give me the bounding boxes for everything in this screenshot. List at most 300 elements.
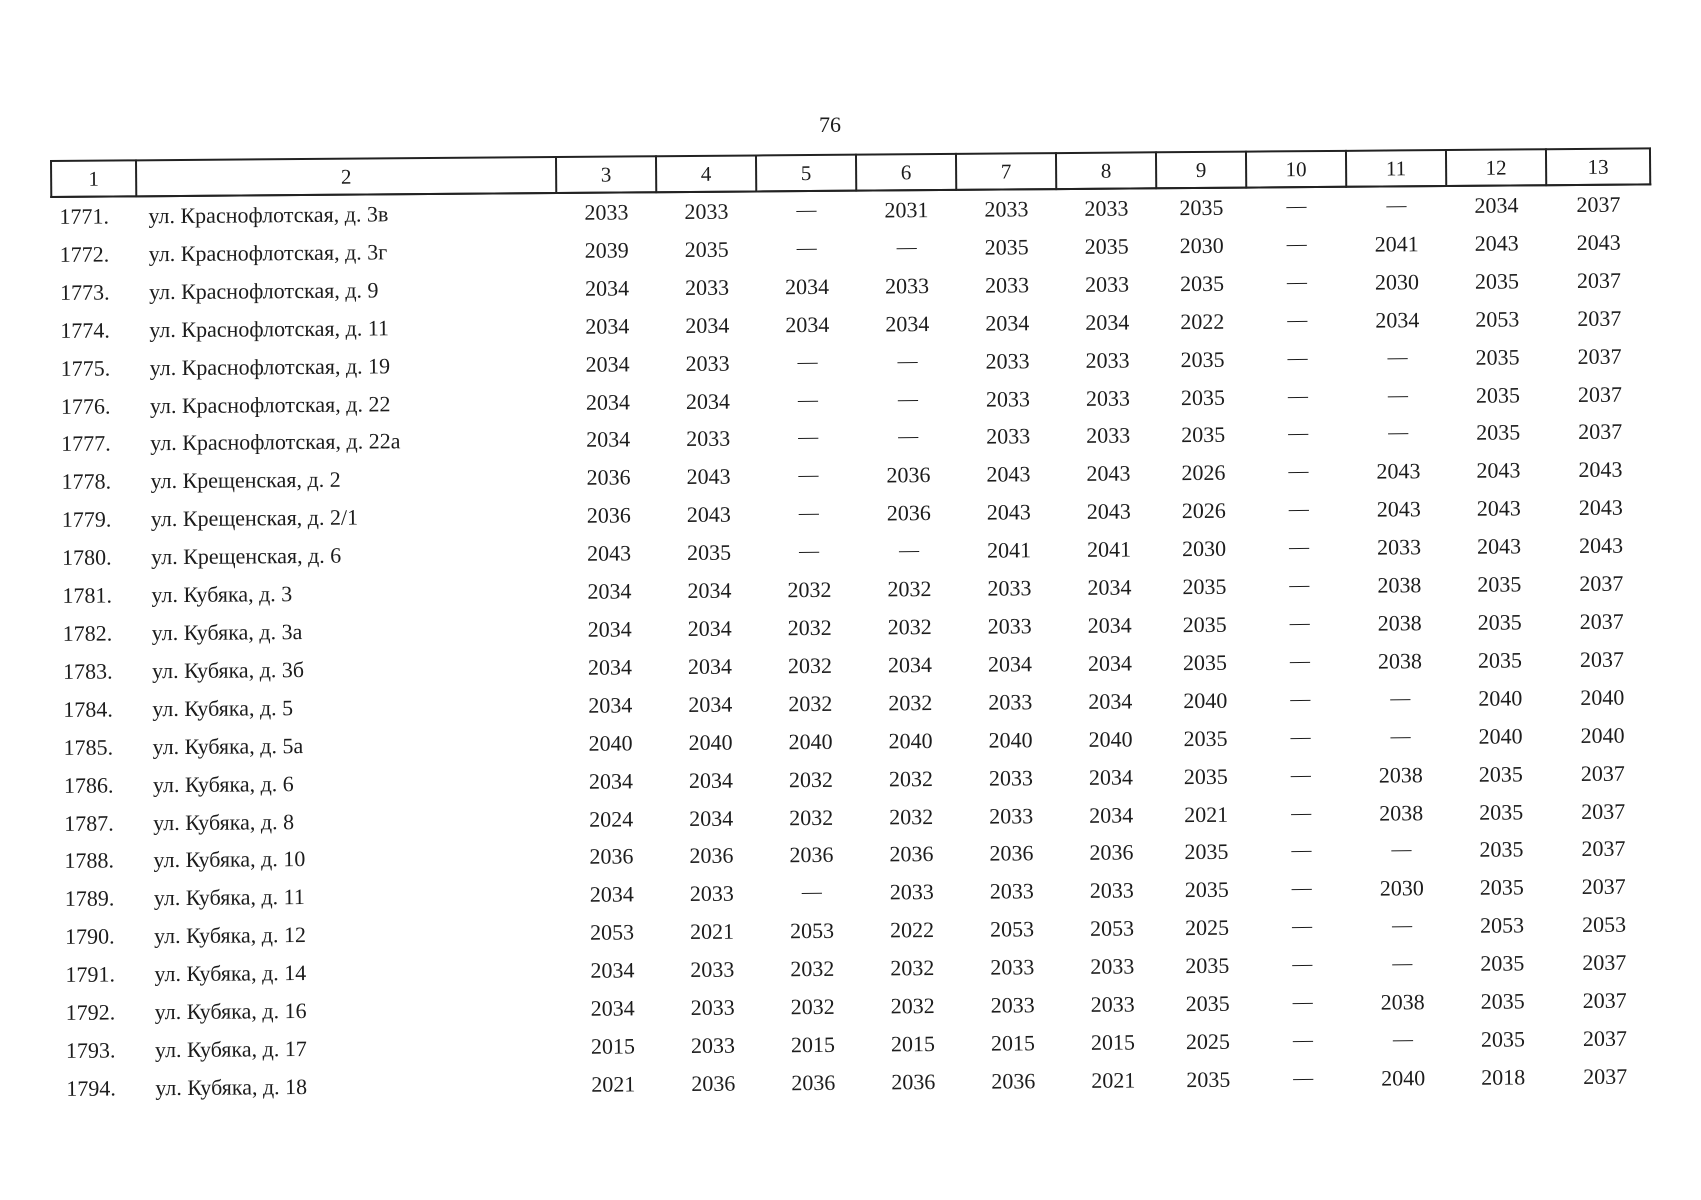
year-cell-col-6: 2034 (887, 651, 933, 678)
year-cell-col-10: — (1290, 687, 1311, 711)
row-number: 1786. (63, 772, 114, 798)
year-cell-col-3: 2034 (586, 426, 631, 453)
year-cell-col-9: 2035 (1180, 384, 1225, 410)
row-number: 1772. (59, 241, 110, 267)
year-cell-col-6: 2032 (889, 803, 934, 829)
year-cell-col-11: 2041 (1374, 231, 1419, 257)
address-cell: ул. Кубяка, д. 5 (152, 694, 294, 721)
data-table (50, 147, 1658, 1107)
year-cell-col-4: 2033 (686, 426, 731, 452)
year-cell-col-4: 2043 (686, 501, 731, 528)
year-cell-col-13: 2037 (1582, 1025, 1628, 1051)
year-cell-col-7: 2033 (984, 272, 1030, 298)
year-cell-col-13: 2040 (1580, 684, 1625, 710)
address-cell: ул. Кубяка, д. 12 (153, 922, 307, 949)
year-cell-col-9: 2035 (1182, 573, 1227, 600)
year-cell-col-4: 2035 (687, 539, 732, 566)
year-cell-col-3: 2036 (589, 843, 634, 870)
year-cell-col-6: 2034 (885, 310, 930, 337)
year-cell-col-13: 2043 (1576, 229, 1621, 255)
year-cell-col-5: — (801, 881, 822, 904)
year-cell-col-9: 2030 (1179, 232, 1224, 259)
year-cell-col-9: 2035 (1179, 270, 1225, 296)
year-cell-col-9: 2035 (1186, 1066, 1231, 1092)
year-cell-col-4: 2036 (689, 843, 734, 869)
year-cell-col-11: 2030 (1379, 875, 1424, 901)
year-cell-col-11: 2034 (1375, 306, 1420, 333)
year-cell-col-13: 2037 (1581, 836, 1626, 862)
year-cell-col-12: 2043 (1474, 230, 1519, 256)
year-cell-col-3: 2036 (586, 464, 631, 491)
address-cell: ул. Кубяка, д. 18 (155, 1073, 308, 1101)
year-cell-col-13: 2037 (1581, 873, 1626, 900)
year-cell-col-8: 2033 (1090, 953, 1135, 979)
year-cell-col-4: 2033 (685, 350, 730, 376)
year-cell-col-9: 2035 (1183, 725, 1228, 751)
row-number: 1782. (62, 620, 113, 646)
column-header-3: 3 (556, 156, 656, 193)
year-cell-col-11: 2033 (1376, 534, 1422, 560)
year-cell-col-6: — (897, 387, 918, 410)
year-cell-col-6: 2033 (889, 879, 934, 905)
year-cell-col-11: 2038 (1380, 989, 1425, 1015)
year-cell-col-5: 2036 (791, 1069, 836, 1096)
year-cell-col-3: 2040 (588, 730, 633, 756)
year-cell-col-7: 2053 (989, 916, 1035, 942)
year-cell-col-10: — (1288, 422, 1309, 445)
year-cell-col-10: — (1293, 1066, 1314, 1090)
year-cell-col-3: 2034 (589, 881, 634, 908)
year-cell-col-13: 2037 (1582, 949, 1627, 976)
row-number: 1792. (65, 999, 116, 1025)
year-cell-col-12: 2035 (1475, 344, 1520, 370)
year-cell-col-7: 2041 (986, 537, 1032, 563)
year-cell-col-12: 2043 (1476, 457, 1521, 484)
address-cell: ул. Кубяка, д. 5а (152, 732, 304, 759)
year-cell-col-13: 2037 (1580, 760, 1625, 786)
year-cell-col-8: 2053 (1089, 915, 1135, 942)
row-number: 1794. (66, 1075, 116, 1101)
year-cell-col-7: 2033 (985, 347, 1030, 374)
year-cell-col-13: 2037 (1577, 305, 1622, 331)
year-cell-col-5: — (797, 388, 818, 411)
year-cell-col-3: 2034 (585, 388, 631, 415)
row-number: 1785. (63, 734, 114, 760)
year-cell-col-12: 2043 (1476, 495, 1521, 522)
year-cell-col-11: 2038 (1379, 799, 1424, 826)
year-cell-col-7: 2033 (989, 878, 1034, 904)
year-cell-col-6: 2015 (890, 1031, 936, 1057)
year-cell-col-10: — (1291, 915, 1313, 938)
row-number: 1791. (65, 961, 115, 988)
year-cell-col-12: 2035 (1477, 647, 1523, 673)
address-cell: ул. Крещенская, д. 6 (151, 542, 342, 570)
year-cell-col-8: 2040 (1088, 726, 1133, 752)
year-cell-col-6: 2032 (890, 955, 935, 981)
year-cell-col-3: 2034 (587, 578, 632, 604)
year-cell-col-7: 2033 (987, 613, 1032, 639)
year-cell-col-12: 2035 (1477, 571, 1522, 597)
year-cell-col-13: 2043 (1578, 532, 1624, 559)
year-cell-col-8: 2033 (1084, 195, 1129, 221)
year-cell-col-12: 2035 (1477, 609, 1522, 635)
year-cell-col-4: 2034 (685, 312, 730, 338)
year-cell-col-13: 2037 (1576, 191, 1621, 218)
year-cell-col-7: 2033 (988, 764, 1033, 791)
column-header-10: 10 (1246, 151, 1346, 188)
year-cell-col-8: 2043 (1086, 498, 1131, 525)
year-cell-col-9: 2035 (1182, 649, 1228, 675)
year-cell-col-6: 2032 (890, 993, 935, 1019)
address-cell: ул. Крещенская, д. 2/1 (150, 504, 359, 532)
year-cell-col-4: 2034 (687, 577, 732, 604)
year-cell-col-6: 2032 (887, 576, 932, 602)
year-cell-col-4: 2040 (688, 729, 733, 755)
year-cell-col-7: 2033 (989, 802, 1034, 829)
year-cell-col-7: 2035 (984, 234, 1029, 260)
year-cell-col-11: 2043 (1376, 496, 1421, 522)
year-cell-col-4: 2033 (690, 1032, 736, 1058)
row-number: 1778. (61, 468, 112, 495)
year-cell-col-7: 2043 (986, 499, 1031, 525)
address-cell: ул. Кубяка, д. 16 (154, 998, 307, 1025)
year-cell-col-7: 2033 (987, 575, 1032, 601)
year-cell-col-12: 2035 (1480, 1026, 1526, 1052)
address-cell: ул. Краснофлотская, д. 19 (149, 352, 391, 380)
year-cell-col-10: — (1291, 877, 1312, 900)
row-number: 1781. (62, 582, 113, 608)
year-cell-col-9: 2035 (1184, 839, 1229, 865)
year-cell-col-6: 2022 (889, 917, 935, 943)
year-cell-col-9: 2035 (1185, 990, 1230, 1017)
year-cell-col-4: 2034 (688, 767, 733, 793)
year-cell-col-10: — (1289, 649, 1311, 673)
year-cell-col-7: 2040 (988, 726, 1033, 753)
year-cell-col-11: — (1387, 383, 1408, 407)
year-cell-col-4: 2033 (690, 994, 735, 1021)
year-cell-col-13: 2043 (1578, 494, 1623, 521)
column-header-2: 2 (136, 157, 556, 196)
year-cell-col-4: 2035 (684, 236, 729, 262)
year-cell-col-5: 2032 (790, 993, 835, 1020)
year-cell-col-7: 2036 (989, 840, 1034, 867)
year-cell-col-6: — (898, 425, 919, 448)
year-cell-col-13: 2037 (1582, 987, 1627, 1014)
year-cell-col-3: 2043 (587, 540, 632, 566)
year-cell-col-10: — (1287, 308, 1308, 332)
year-cell-col-7: 2043 (986, 461, 1031, 487)
address-cell: ул. Кубяка, д. 3 (151, 581, 293, 608)
column-header-4: 4 (656, 155, 756, 192)
year-cell-col-7: 2033 (990, 954, 1035, 980)
year-cell-col-12: 2035 (1479, 836, 1524, 863)
year-cell-col-7: 2015 (990, 1030, 1036, 1056)
year-cell-col-8: 2043 (1086, 460, 1131, 487)
document-sheet (50, 147, 1656, 1107)
year-cell-col-3: 2034 (584, 275, 630, 301)
year-cell-col-10: — (1286, 195, 1307, 218)
column-header-1: 1 (51, 160, 136, 197)
column-header-6: 6 (856, 154, 956, 191)
year-cell-col-9: 2040 (1183, 687, 1228, 713)
year-cell-col-6: 2032 (888, 765, 933, 792)
year-cell-col-10: — (1292, 991, 1313, 1014)
year-cell-col-8: 2034 (1089, 802, 1134, 828)
year-cell-col-5: 2032 (790, 955, 835, 982)
year-cell-col-5: — (796, 198, 817, 222)
year-cell-col-3: 2034 (587, 616, 632, 642)
year-cell-col-9: 2026 (1181, 498, 1226, 524)
year-cell-col-6: — (896, 236, 917, 259)
year-cell-col-5: 2032 (787, 614, 832, 641)
year-cell-col-8: 2036 (1089, 839, 1134, 866)
year-cell-col-11: — (1392, 952, 1413, 975)
year-cell-col-6: 2040 (888, 727, 933, 754)
year-cell-col-12: 2053 (1479, 912, 1525, 939)
year-cell-col-7: 2033 (988, 689, 1033, 715)
year-cell-col-12: 2040 (1478, 685, 1523, 711)
year-cell-col-12: 2035 (1475, 381, 1520, 408)
year-cell-col-12: 2035 (1474, 268, 1520, 294)
address-cell: ул. Краснофлотская, д. 3г (148, 239, 388, 267)
year-cell-col-12: 2035 (1478, 761, 1523, 787)
year-cell-col-10: — (1291, 839, 1312, 862)
year-cell-col-10: — (1287, 384, 1308, 407)
row-number: 1783. (62, 658, 113, 684)
year-cell-col-3: 2034 (585, 351, 630, 377)
column-header-8: 8 (1056, 152, 1156, 189)
year-cell-col-6: 2032 (888, 689, 933, 716)
year-cell-col-4: 2034 (688, 691, 733, 717)
year-cell-col-10: — (1290, 763, 1311, 786)
year-cell-col-11: — (1390, 687, 1411, 710)
year-cell-col-3: 2039 (584, 237, 629, 263)
year-cell-col-9: 2025 (1185, 1028, 1231, 1055)
year-cell-col-13: 2037 (1577, 343, 1622, 369)
column-header-13: 13 (1546, 148, 1650, 185)
year-cell-col-5: 2053 (789, 918, 835, 944)
year-cell-col-8: 2033 (1090, 991, 1135, 1017)
year-cell-col-4: 2033 (684, 198, 729, 225)
year-cell-col-10: — (1291, 801, 1312, 824)
address-cell: ул. Краснофлотская, д. 22а (150, 428, 401, 456)
year-cell-col-9: 2035 (1185, 952, 1230, 979)
year-cell-col-5: — (797, 350, 818, 373)
year-cell-col-8: 2034 (1087, 574, 1132, 600)
column-header-12: 12 (1446, 149, 1546, 186)
year-cell-col-6: 2036 (886, 462, 931, 488)
address-cell: ул. Кубяка, д. 10 (153, 846, 306, 873)
address-cell: ул. Краснофлотская, д. 11 (149, 315, 390, 342)
year-cell-col-5: — (798, 502, 819, 525)
year-cell-col-10: — (1292, 1029, 1314, 1052)
year-cell-col-11: — (1392, 1028, 1414, 1051)
column-header-5: 5 (756, 155, 856, 192)
table-body (51, 184, 1657, 1107)
address-cell: ул. Крещенская, д. 2 (150, 467, 341, 494)
year-cell-col-12: 2018 (1481, 1064, 1526, 1090)
year-cell-col-10: — (1286, 233, 1307, 256)
address-cell: ул. Кубяка, д. 3а (151, 619, 303, 646)
year-cell-col-13: 2037 (1579, 570, 1624, 597)
year-cell-col-4: 2034 (689, 805, 734, 831)
year-cell-col-11: 2038 (1377, 610, 1422, 636)
year-cell-col-5: — (798, 426, 819, 449)
year-cell-col-4: 2034 (687, 653, 733, 679)
year-cell-col-11: — (1391, 838, 1412, 861)
year-cell-col-4: 2021 (689, 918, 735, 945)
row-number: 1777. (61, 430, 111, 457)
year-cell-col-8: 2034 (1088, 764, 1133, 790)
address-cell: ул. Кубяка, д. 3б (151, 656, 305, 684)
row-number: 1776. (60, 393, 111, 419)
year-cell-col-13: 2043 (1578, 457, 1623, 483)
year-cell-col-9: 2030 (1181, 535, 1227, 562)
year-cell-col-7: 2033 (986, 423, 1031, 450)
address-cell: ул. Кубяка, д. 6 (152, 770, 294, 797)
year-cell-col-7: 2034 (987, 651, 1033, 677)
year-cell-col-3: 2034 (590, 995, 635, 1021)
year-cell-col-10: — (1289, 574, 1310, 597)
year-cell-col-8: 2033 (1085, 347, 1130, 373)
row-number: 1789. (64, 885, 115, 912)
year-cell-col-7: 2034 (985, 310, 1030, 336)
year-cell-col-13: 2037 (1579, 646, 1625, 672)
year-cell-col-13: 2037 (1578, 419, 1623, 445)
year-cell-col-4: 2034 (687, 615, 732, 641)
year-cell-col-9: 2026 (1181, 460, 1226, 486)
year-cell-col-6: 2032 (887, 614, 932, 640)
year-cell-col-5: 2034 (784, 273, 830, 300)
column-header-9: 9 (1156, 152, 1246, 189)
row-number: 1775. (60, 355, 111, 381)
year-cell-col-10: — (1286, 270, 1308, 294)
year-cell-col-11: — (1390, 725, 1411, 748)
year-cell-col-9: 2035 (1179, 194, 1224, 221)
year-cell-col-6: — (899, 539, 920, 562)
year-cell-col-12: 2035 (1480, 988, 1525, 1014)
address-cell: ул. Краснофлотская, д. 22 (149, 390, 391, 418)
year-cell-col-9: 2035 (1181, 422, 1226, 448)
column-header-7: 7 (956, 153, 1056, 190)
year-cell-col-9: 2035 (1182, 611, 1227, 638)
year-cell-col-3: 2015 (590, 1033, 636, 1059)
address-cell: ул. Кубяка, д. 8 (153, 808, 295, 835)
year-cell-col-11: — (1388, 421, 1409, 444)
year-cell-col-11: 2043 (1376, 458, 1421, 484)
year-cell-col-6: 2033 (884, 272, 930, 299)
year-cell-col-13: 2037 (1581, 798, 1626, 824)
year-cell-col-8: 2033 (1089, 877, 1134, 904)
year-cell-col-6: 2031 (884, 197, 929, 223)
year-cell-col-11: 2038 (1377, 648, 1423, 674)
row-number: 1779. (61, 506, 112, 533)
year-cell-col-12: 2035 (1476, 419, 1521, 446)
address-cell: ул. Кубяка, д. 17 (154, 1035, 307, 1063)
year-cell-col-10: — (1292, 953, 1313, 976)
column-header-11: 11 (1346, 150, 1446, 187)
year-cell-col-10: — (1290, 725, 1311, 748)
year-cell-col-8: 2034 (1085, 309, 1130, 335)
year-cell-col-4: 2033 (690, 956, 735, 983)
year-cell-col-9: 2035 (1184, 877, 1229, 903)
year-cell-col-13: 2037 (1583, 1063, 1628, 1089)
year-cell-col-10: — (1288, 498, 1309, 521)
year-cell-col-11: — (1387, 345, 1408, 369)
year-cell-col-10: — (1288, 460, 1309, 483)
year-cell-col-6: 2036 (891, 1068, 936, 1095)
year-cell-col-4: 2034 (685, 388, 731, 414)
year-cell-col-3: 2033 (584, 199, 629, 225)
address-cell: ул. Краснофлотская, д. 9 (148, 277, 379, 305)
year-cell-col-4: 2036 (691, 1070, 736, 1096)
year-cell-col-9: 2035 (1183, 763, 1228, 789)
row-number: 1787. (64, 810, 114, 836)
year-cell-col-4: 2043 (686, 464, 731, 490)
page-number: 76 (819, 112, 841, 137)
year-cell-col-10: — (1287, 346, 1308, 369)
year-cell-col-8: 2034 (1087, 612, 1132, 638)
year-cell-col-3: 2034 (590, 957, 635, 983)
row-number: 1780. (62, 544, 112, 571)
year-cell-col-12: 2053 (1475, 306, 1520, 332)
year-cell-col-5: — (798, 464, 819, 487)
year-cell-col-13: 2037 (1579, 608, 1624, 634)
year-cell-col-12: 2035 (1480, 950, 1525, 976)
year-cell-col-3: 2034 (588, 768, 633, 794)
year-cell-col-8: 2041 (1086, 536, 1132, 563)
year-cell-col-8: 2033 (1085, 385, 1130, 411)
year-cell-col-12: 2035 (1479, 798, 1524, 825)
year-cell-col-9: 2035 (1180, 346, 1225, 372)
year-cell-col-5: 2032 (789, 804, 834, 830)
year-cell-col-5: 2032 (787, 652, 833, 679)
year-cell-col-5: 2032 (788, 766, 833, 792)
address-cell: ул. Кубяка, д. 14 (154, 960, 307, 987)
year-cell-col-4: 2033 (689, 880, 734, 907)
year-cell-col-6: 2036 (889, 841, 934, 867)
year-cell-col-3: 2034 (587, 654, 633, 680)
year-cell-col-5: 2034 (785, 311, 830, 337)
year-cell-col-12: 2040 (1478, 723, 1523, 749)
year-cell-col-3: 2034 (585, 313, 630, 339)
row-number: 1788. (64, 847, 115, 874)
year-cell-col-5: 2015 (790, 1031, 836, 1058)
year-cell-col-8: 2034 (1088, 688, 1133, 714)
row-number: 1790. (65, 923, 115, 950)
year-cell-col-5: — (799, 540, 820, 563)
year-cell-col-7: 2036 (991, 1068, 1036, 1094)
year-cell-col-3: 2021 (591, 1071, 636, 1097)
year-cell-col-8: 2033 (1084, 271, 1130, 297)
row-number: 1771. (59, 203, 110, 229)
year-cell-col-11: 2030 (1374, 269, 1420, 295)
year-cell-col-4: 2033 (684, 274, 730, 300)
year-cell-col-13: 2037 (1577, 381, 1622, 407)
year-cell-col-7: 2033 (984, 196, 1029, 222)
year-cell-col-11: 2038 (1378, 761, 1423, 788)
year-cell-col-12: 2043 (1476, 533, 1522, 559)
year-cell-col-3: 2036 (586, 502, 631, 529)
year-cell-col-5: 2040 (788, 728, 833, 754)
year-cell-col-9: 2021 (1184, 801, 1229, 827)
year-cell-col-5: — (796, 236, 817, 260)
year-cell-col-13: 2040 (1580, 722, 1625, 748)
row-number: 1784. (63, 696, 113, 722)
year-cell-col-5: 2032 (787, 576, 832, 603)
year-cell-col-8: 2015 (1090, 1029, 1136, 1055)
row-number: 1774. (60, 317, 110, 343)
